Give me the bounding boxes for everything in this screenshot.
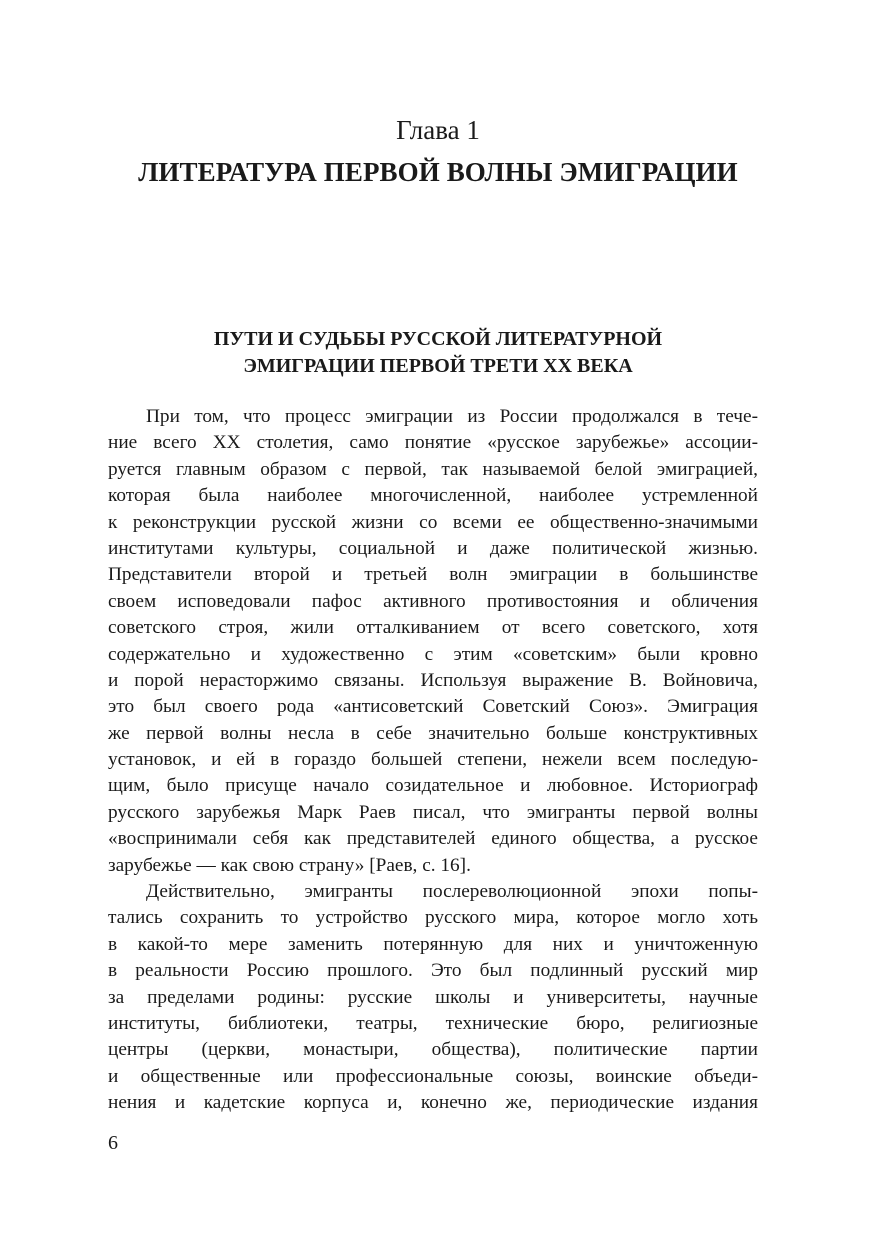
text-line: тались сохранить то устройство русского мира, которое могло хоть	[108, 907, 758, 929]
text-line: институтами культуры, социальной и даже политической жизнью.	[108, 537, 758, 559]
text-line: руется главным образом с первой, так называемой белой эмиграцией,	[108, 458, 758, 480]
text-line: это был своего рода «антисоветский Советский Союз». Эмиграция	[108, 696, 758, 718]
section-title	[0, 326, 876, 380]
text-line: нения и кадетские корпуса и, конечно же, периодические издания	[108, 1092, 758, 1114]
text-line: щим, было присуще начало созидательное и любовное. Историограф	[108, 775, 758, 797]
text-line: же первой волны несла в себе значительно больше конструктивных	[108, 722, 758, 744]
page-number: 6	[108, 1132, 118, 1154]
chapter-label: Глава 1	[396, 115, 480, 145]
text-line: «воспринимали себя как представителей единого общества, а русское	[108, 828, 758, 850]
text-line: советского строя, жили отталкиванием от всего советского, хотя	[108, 617, 758, 639]
text-line: и порой нерасторжимо связаны. Используя выражение В. Войновича,	[108, 669, 758, 691]
text-line: Действительно, эмигранты послереволюционной эпохи попы-	[146, 881, 758, 903]
paragraph-1	[108, 404, 758, 879]
text-line: При том, что процесс эмиграции из России продолжался в тече-	[146, 406, 758, 427]
text-line: к реконструкции русской жизни со всеми ее общественно-значимыми	[108, 511, 758, 533]
text-line: Представители второй и третьей волн эмиграции в большинстве	[108, 564, 758, 586]
text-line: установок, и ей в гораздо большей степени, нежели всем последую-	[108, 749, 758, 771]
text-line: своем исповедовали пафос активного противостояния и обличения	[108, 590, 758, 612]
body-text	[108, 404, 758, 1117]
text-line: зарубежье — как свою страну» [Раев, с. 16].	[108, 854, 471, 876]
text-line: и общественные или профессиональные союзы, воинские объеди-	[108, 1065, 758, 1087]
text-line: ние всего ХХ столетия, само понятие «русское зарубежье» ассоции-	[108, 432, 758, 454]
text-line: центры (церкви, монастыри, общества), политические партии	[108, 1039, 758, 1061]
text-line: в какой-то мере заменить потерянную для них и уничтоженную	[108, 933, 758, 955]
text-line: институты, библиотеки, театры, технические бюро, религиозные	[108, 1012, 758, 1034]
text-line: содержательно и художественно с этим «советским» были кровно	[108, 643, 758, 665]
paragraph-2	[108, 879, 758, 1117]
chapter-title: ЛИТЕРАТУРА ПЕРВОЙ ВОЛНЫ ЭМИГРАЦИИ	[138, 157, 738, 187]
text-line: за пределами родины: русские школы и университеты, научные	[108, 986, 758, 1008]
text-line: русского зарубежья Марк Раев писал, что эмигранты первой волны	[108, 801, 758, 823]
section-title-line: ЭМИГРАЦИИ ПЕРВОЙ ТРЕТИ ХХ ВЕКА	[243, 355, 633, 377]
text-line: которая была наиболее многочисленной, наиболее устремленной	[108, 485, 758, 507]
text-line: в реальности Россию прошлого. Это был подлинный русский мир	[108, 960, 758, 982]
section-title-line: ПУТИ И СУДЬБЫ РУССКОЙ ЛИТЕРАТУРНОЙ	[213, 328, 663, 350]
